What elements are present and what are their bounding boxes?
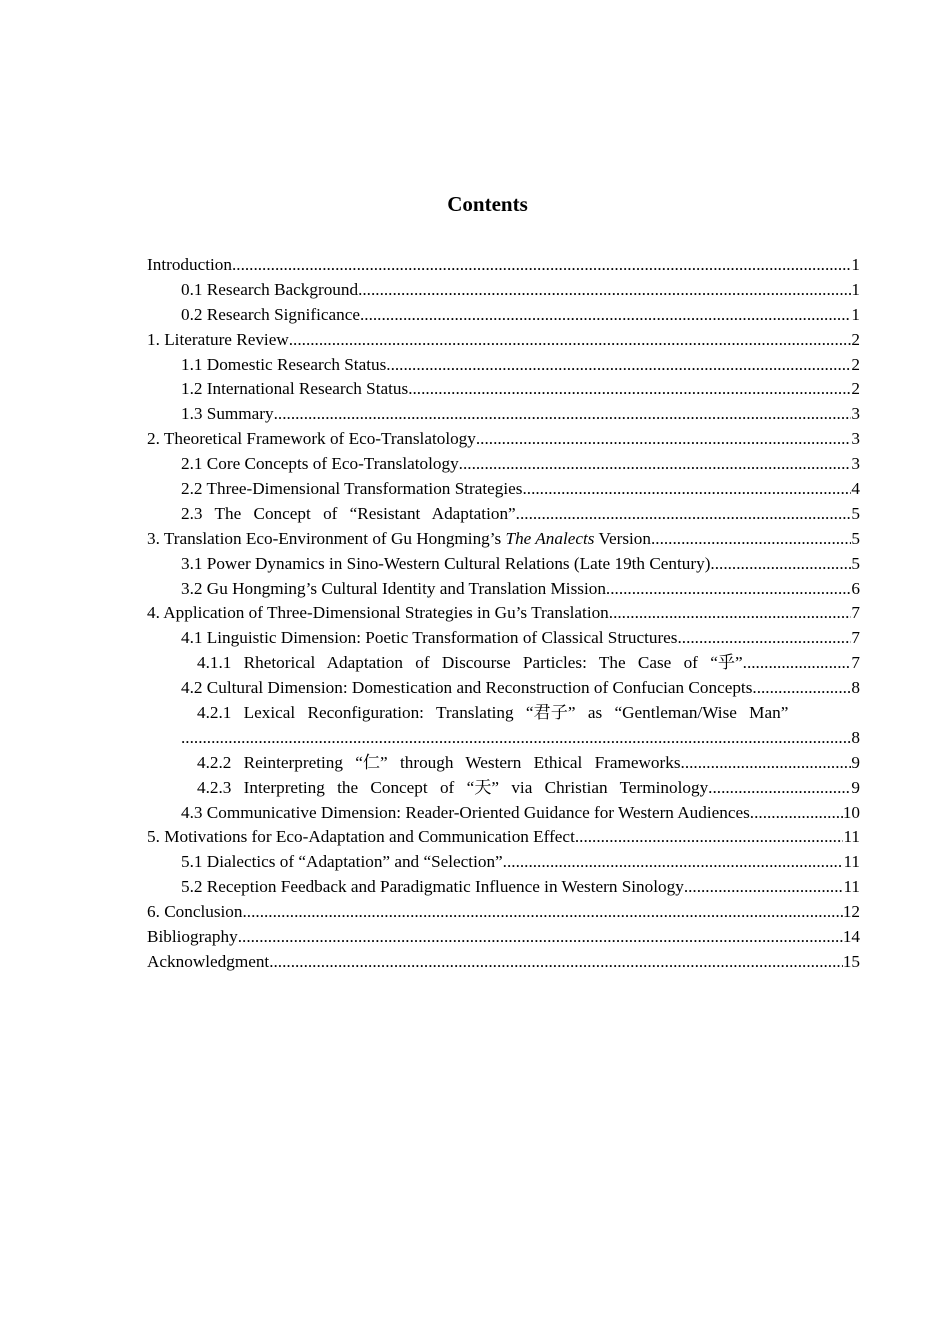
toc-entry-5[interactable] [147, 825, 860, 850]
toc-leader-dots [459, 452, 852, 477]
toc-entry-1[interactable] [147, 328, 860, 353]
toc-entry-title: 1.2 International Research Status [181, 379, 409, 399]
toc-leader-dots [516, 502, 852, 527]
toc-entry-page: 15 [842, 951, 860, 971]
toc-leader-dots [710, 552, 851, 577]
toc-entry-title: 5.1 Dialectics of “Adaptation” and “Selection” [181, 852, 503, 872]
toc-entry-page: 7 [851, 628, 860, 648]
toc-entry-page: 7 [851, 603, 860, 623]
toc-entry-title-prefix: 3. Translation Eco-Environment of Gu Hongming’s [147, 528, 506, 548]
toc-entry-title: 2.3 The Concept of “Resistant Adaptation” [181, 503, 516, 523]
toc-entry-page: 9 [851, 752, 860, 772]
toc-entry-page: 12 [842, 902, 860, 922]
toc-entry-title: 4.1.1 Rhetorical Adaptation of Discourse Particles: The Case of “乎” [197, 653, 743, 673]
toc-entry-introduction[interactable] [147, 253, 860, 278]
toc-leader-dots [232, 253, 851, 278]
toc-entry-0-2[interactable] [147, 303, 860, 328]
toc-entry-page: 2 [851, 354, 860, 374]
toc-entry-page: 5 [851, 528, 860, 548]
toc-entry-title [147, 527, 651, 552]
toc-entry-page: 11 [843, 877, 860, 897]
toc-entry-3[interactable] [147, 527, 860, 552]
toc-leader-dots [181, 726, 851, 751]
toc-entry-bibliography[interactable] [147, 925, 860, 950]
toc-entry-2-2[interactable] [147, 477, 860, 502]
toc-leader-dots [503, 850, 844, 875]
toc-entry-page: 1 [851, 304, 860, 324]
toc-entry-4-1[interactable] [147, 626, 860, 651]
toc-entry-2[interactable] [147, 427, 860, 452]
toc-leader-dots [575, 825, 844, 850]
toc-leader-dots [476, 427, 852, 452]
toc-entry-title: 1. Literature Review [147, 329, 289, 349]
toc-entry-page: 1 [851, 279, 860, 299]
toc-leader-dots [708, 776, 851, 801]
toc-leader-dots [408, 377, 851, 402]
toc-entry-page: 2 [851, 379, 860, 399]
toc-entry-title: Introduction [147, 255, 232, 274]
toc-entry-title: 4.2.3 Interpreting the Concept of “天” via Christian Terminology [197, 777, 709, 797]
toc-entry-title: 4. Application of Three-Dimensional Strategies in Gu’s Translation [147, 603, 609, 623]
toc-entry-title: 4.2 Cultural Dimension: Domestication and Reconstruction of Confucian Concepts [181, 678, 753, 698]
toc-entry-4-2-1-continued[interactable] [147, 726, 860, 751]
toc-entry-0-1[interactable] [147, 278, 860, 303]
toc-leader-dots [269, 950, 843, 975]
toc-leader-dots [522, 477, 851, 502]
toc-entry-title: Bibliography [147, 927, 238, 947]
toc-leader-dots [651, 527, 851, 552]
toc-entry-page: 5 [851, 503, 860, 523]
toc-leader-dots [289, 328, 852, 353]
book-title-italic: The Analects [505, 528, 595, 548]
toc-entry-title: 1.1 Domestic Research Status [181, 354, 387, 374]
toc-leader-dots [681, 751, 852, 776]
toc-entry-title: 3.1 Power Dynamics in Sino-Western Cultural Relations (Late 19th Century) [181, 553, 711, 573]
toc-entry-page: 14 [842, 927, 860, 947]
toc-leader-dots [743, 651, 852, 676]
toc-entry-title: 2.2 Three-Dimensional Transformation Strategies [181, 479, 523, 499]
toc-entry-1-2[interactable] [147, 377, 860, 402]
table-of-contents [147, 253, 860, 975]
toc-entry-title: 0.2 Research Significance [181, 304, 360, 324]
toc-entry-page: 1 [851, 255, 860, 274]
toc-leader-dots [677, 626, 851, 651]
toc-entry-3-2[interactable] [147, 577, 860, 602]
toc-entry-title: Acknowledgment [147, 951, 270, 971]
page-title: Contents [447, 192, 528, 216]
toc-entry-5-2[interactable] [147, 875, 860, 900]
toc-entry-3-1[interactable] [147, 552, 860, 577]
toc-entry-1-3[interactable] [147, 402, 860, 427]
toc-entry-title: 1.3 Summary [181, 404, 274, 424]
toc-entry-page: 4 [851, 479, 860, 499]
toc-entry-page: 8 [851, 678, 860, 698]
toc-entry-title: 3.2 Gu Hongming’s Cultural Identity and Translation Mission [181, 578, 606, 598]
toc-entry-page: 11 [843, 827, 860, 847]
toc-entry-1-1[interactable] [147, 353, 860, 378]
toc-entry-page: 6 [851, 578, 860, 598]
toc-leader-dots [238, 925, 843, 950]
toc-leader-dots [243, 900, 843, 925]
toc-entry-title: 4.1 Linguistic Dimension: Poetic Transformation of Classical Structures [181, 628, 678, 648]
toc-entry-page: 3 [851, 404, 860, 424]
toc-entry-title: 6. Conclusion [147, 902, 243, 922]
toc-entry-acknowledgment[interactable] [147, 950, 860, 975]
toc-entry-page: 2 [851, 329, 860, 349]
toc-entry-page: 11 [843, 852, 860, 872]
toc-entry-4-2[interactable] [147, 676, 860, 701]
toc-entry-title: 5. Motivations for Eco-Adaptation and Communication Effect [147, 827, 575, 847]
toc-entry-2-1[interactable] [147, 452, 860, 477]
toc-entry-4-3[interactable] [147, 801, 860, 826]
toc-leader-dots [274, 402, 852, 427]
toc-entry-2-3[interactable] [147, 502, 860, 527]
toc-entry-page: 3 [851, 429, 860, 449]
toc-entry-page: 3 [851, 454, 860, 474]
toc-leader-dots [750, 801, 843, 826]
toc-entry-4-2-3[interactable] [147, 776, 860, 801]
toc-entry-title: 4.2.2 Reinterpreting “仁” through Western Ethical Frameworks [197, 752, 681, 772]
toc-leader-dots [606, 577, 851, 602]
toc-leader-dots [360, 303, 851, 328]
toc-leader-dots [386, 353, 851, 378]
toc-entry-title: 5.2 Reception Feedback and Paradigmatic Influence in Western Sinology [181, 877, 684, 897]
toc-entry-page: 8 [851, 727, 860, 747]
toc-leader-dots [752, 676, 851, 701]
toc-entry-4[interactable] [147, 601, 860, 626]
toc-entry-4-1-1[interactable] [147, 651, 860, 676]
toc-entry-title-suffix: Version [594, 528, 651, 548]
toc-leader-dots [684, 875, 844, 900]
toc-leader-dots [609, 601, 852, 626]
toc-entry-title: 0.1 Research Background [181, 279, 359, 299]
toc-entry-title: 4.2.1 Lexical Reconfiguration: Translating “君子” as “Gentleman/Wise Man” [197, 703, 789, 723]
toc-leader-dots [358, 278, 851, 303]
toc-entry-title: 2. Theoretical Framework of Eco-Translatology [147, 429, 476, 449]
toc-entry-page: 5 [851, 553, 860, 573]
toc-entry-4-2-1[interactable] [147, 701, 860, 726]
toc-entry-title: 2.1 Core Concepts of Eco-Translatology [181, 454, 459, 474]
toc-entry-page: 10 [842, 802, 860, 822]
toc-entry-6[interactable] [147, 900, 860, 925]
toc-entry-5-1[interactable] [147, 850, 860, 875]
toc-entry-page: 7 [851, 653, 860, 673]
toc-entry-title: 4.3 Communicative Dimension: Reader-Oriented Guidance for Western Audiences [181, 802, 750, 822]
toc-entry-page: 9 [851, 777, 860, 797]
toc-entry-4-2-2[interactable] [147, 751, 860, 776]
